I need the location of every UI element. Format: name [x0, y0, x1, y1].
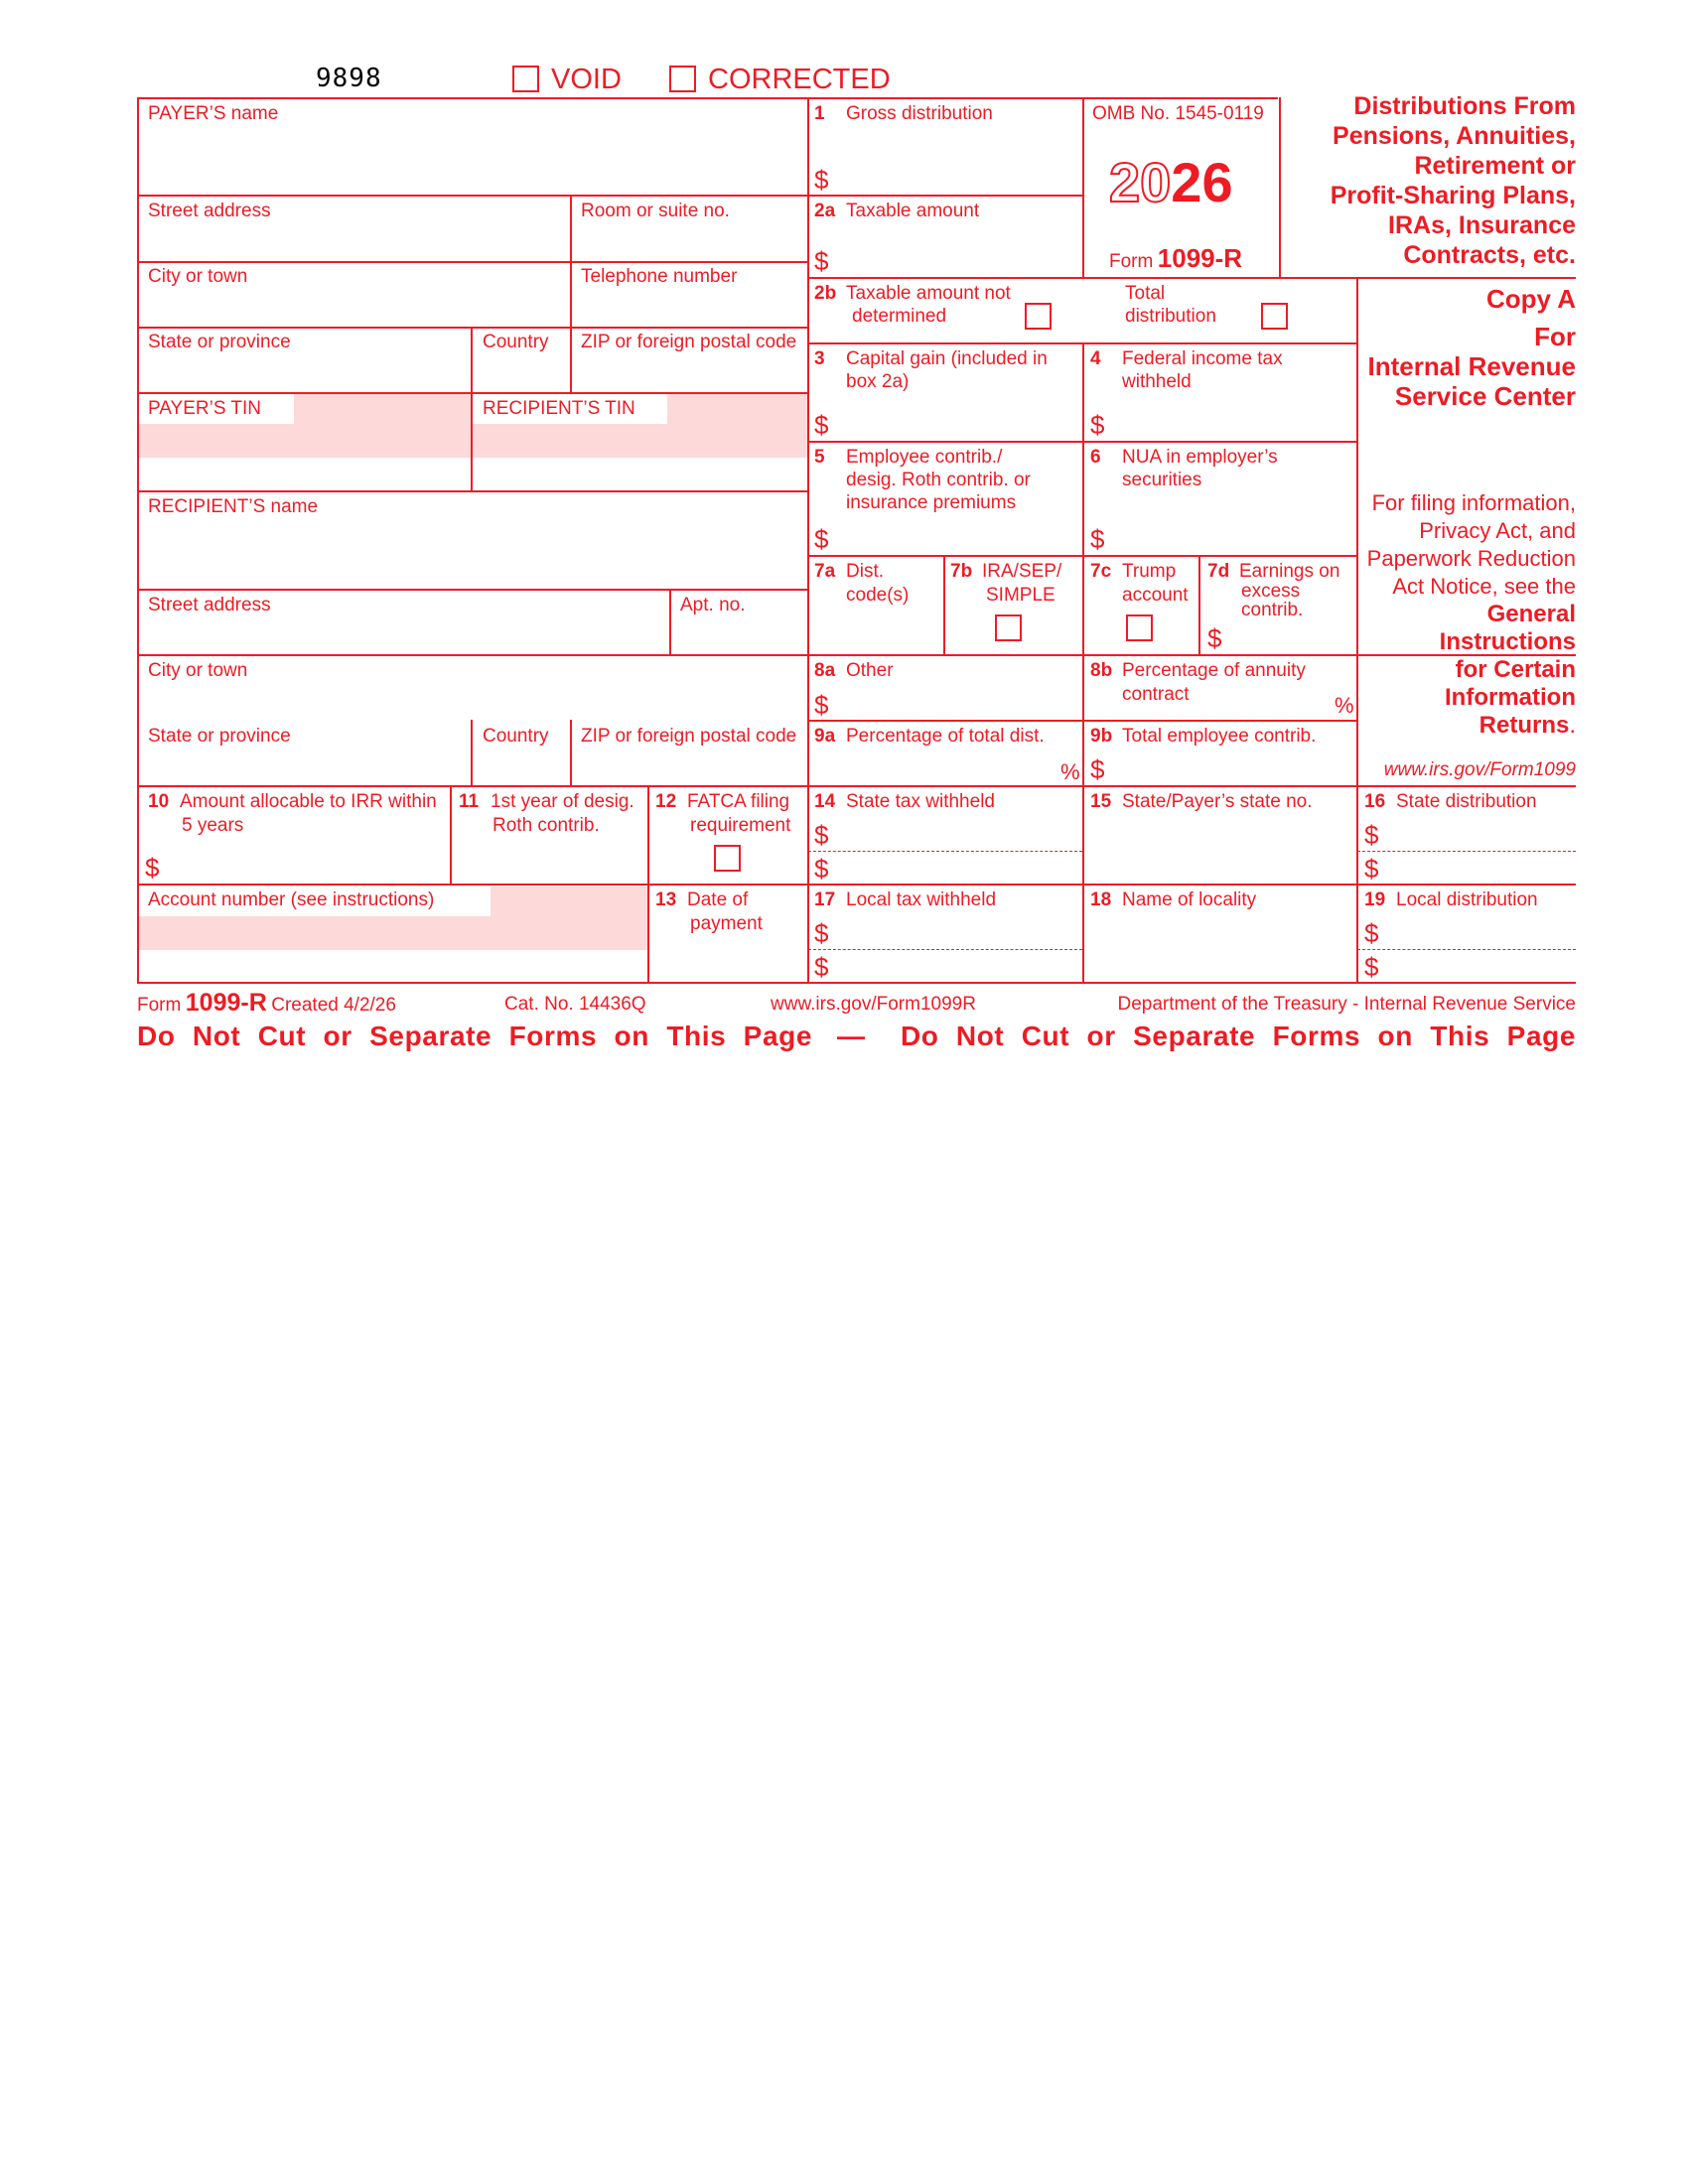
payer-state-label: State or province: [148, 332, 291, 352]
payer-phone-label: Telephone number: [581, 266, 738, 287]
box-17-dollar-1: $: [814, 918, 829, 948]
recipient-name-label: RECIPIENT’S name: [148, 496, 319, 517]
box-2b-label: 2b Taxable amount not: [814, 283, 1011, 304]
box-7d-label-2: excess: [1241, 581, 1301, 602]
box-9a-label: 9a Percentage of total dist.: [814, 726, 1045, 747]
box-2a-label: 2a Taxable amount: [814, 201, 980, 221]
form-name: Form 1099-R: [1109, 243, 1243, 273]
box-7d-dollar: $: [1207, 623, 1222, 653]
box-7c-label: 7c Trump: [1090, 561, 1177, 582]
form-title: Distributions From Pensions, Annuities, Retirement or Profit-Sharing Plans, IRAs, Insurance Contracts, etc.: [1330, 92, 1576, 269]
box-17-label: 17 Local tax withheld: [814, 889, 997, 910]
box-5-label: 5 Employee contrib./: [814, 447, 1003, 468]
footer-cat-no: Cat. No. 14436Q: [504, 994, 646, 1015]
recipient-country-label: Country: [483, 726, 549, 747]
do-not-cut-warning-left: Do Not Cut or Separate Forms on This Page: [137, 1021, 813, 1051]
payer-name-label: PAYER’S name: [148, 103, 279, 124]
void-checkbox[interactable]: [512, 66, 539, 92]
box-6-label-2: securities: [1122, 470, 1202, 490]
box-3-label-2: box 2a): [846, 371, 910, 392]
omb-number: OMB No. 1545-0119: [1092, 103, 1264, 124]
warning-dash: —: [837, 1021, 865, 1051]
box-3-dollar: $: [814, 410, 829, 440]
box-18-label: 18 Name of locality: [1090, 889, 1257, 910]
box-19-dollar-1: $: [1364, 918, 1379, 948]
footer-url[interactable]: www.irs.gov/Form1099R: [771, 994, 976, 1015]
box-9b-label: 9b Total employee contrib.: [1090, 726, 1317, 747]
recipient-zip-label: ZIP or foreign postal code: [581, 726, 797, 747]
recipient-state-label: State or province: [148, 726, 291, 747]
corrected-checkbox[interactable]: [669, 66, 696, 92]
box-3-label: 3 Capital gain (included in: [814, 348, 1048, 369]
payer-country-label: Country: [483, 332, 549, 352]
box-4-label-2: withheld: [1122, 371, 1192, 392]
recipient-apt-label: Apt. no.: [680, 595, 746, 615]
box-5-label-3: insurance premiums: [846, 492, 1017, 513]
filing-info: For filing information, Privacy Act, and Paperwork Reduction Act Notice, see the General Instructions for Certain Information Returns.: [1366, 490, 1576, 739]
box-7b-label-2: SIMPLE: [986, 585, 1055, 606]
box-7b-label: 7b IRA/SEP/: [950, 561, 1062, 582]
box-12-label: 12 FATCA filing: [655, 791, 790, 812]
box-7d-label: 7d Earnings on: [1207, 561, 1340, 582]
total-distribution-label: Total distribution: [1125, 283, 1216, 327]
box-1-label: 1 Gross distribution: [814, 103, 993, 124]
payer-tin-label: PAYER’S TIN: [148, 398, 262, 419]
box-15-label: 15 State/Payer’s state no.: [1090, 791, 1313, 812]
box-7a-label-2: code(s): [846, 585, 910, 606]
box-10-label-2: 5 years: [182, 815, 244, 836]
box-11-label-2: Roth contrib.: [492, 815, 600, 836]
payer-zip-label: ZIP or foreign postal code: [581, 332, 797, 352]
box-16-dollar-1: $: [1364, 820, 1379, 850]
box-12-checkbox[interactable]: [714, 845, 741, 872]
payer-city-label: City or town: [148, 266, 248, 287]
box-13-label: 13 Date of: [655, 889, 749, 910]
box-10-label: 10 Amount allocable to IRR within: [148, 791, 437, 812]
box-13-label-2: payment: [690, 913, 763, 934]
recipient-city-label: City or town: [148, 660, 248, 681]
box-8b-label: 8b Percentage of annuity: [1090, 660, 1306, 681]
box-10-dollar: $: [145, 853, 160, 883]
box-19-label: 19 Local distribution: [1364, 889, 1538, 910]
payer-street-label: Street address: [148, 201, 271, 221]
box-8a-dollar: $: [814, 690, 829, 720]
irs-url[interactable]: www.irs.gov/Form1099: [1383, 759, 1576, 780]
tax-year: 2026: [1109, 151, 1233, 213]
box-7a-label: 7a Dist.: [814, 561, 884, 582]
form-code: 9898: [316, 64, 382, 93]
payer-room-label: Room or suite no.: [581, 201, 730, 221]
box-2a-dollar: $: [814, 246, 829, 276]
box-7c-checkbox[interactable]: [1126, 614, 1153, 641]
box-2b-checkbox[interactable]: [1025, 303, 1052, 330]
box-4-dollar: $: [1090, 410, 1105, 440]
recipient-tin-label: RECIPIENT’S TIN: [483, 398, 635, 419]
copy-a: Copy A For Internal Revenue Service Center: [1367, 284, 1576, 411]
box-7c-label-2: account: [1122, 585, 1189, 606]
box-6-dollar: $: [1090, 524, 1105, 554]
box-9b-dollar: $: [1090, 754, 1105, 784]
box-2b-label-2: determined: [852, 306, 947, 327]
box-14-label: 14 State tax withheld: [814, 791, 995, 812]
box-4-label: 4 Federal income tax: [1090, 348, 1283, 369]
box-11-label: 11 1st year of desig.: [459, 791, 634, 812]
recipient-street-label: Street address: [148, 595, 271, 615]
box-8a-label: 8a Other: [814, 660, 894, 681]
box-6-label: 6 NUA in employer’s: [1090, 447, 1278, 468]
box-14-dollar-2: $: [814, 854, 829, 884]
box-8b-label-2: contract: [1122, 684, 1190, 705]
box-12-label-2: requirement: [690, 815, 791, 836]
footer-form-name: Form 1099-R Created 4/2/26: [137, 989, 396, 1017]
box-1-dollar: $: [814, 165, 829, 195]
box-17-dollar-2: $: [814, 952, 829, 982]
box-9a-percent: %: [1060, 759, 1080, 784]
box-16-label: 16 State distribution: [1364, 791, 1537, 812]
account-number-label: Account number (see instructions): [148, 889, 435, 910]
box-16-dollar-2: $: [1364, 854, 1379, 884]
footer-dept: Department of the Treasury - Internal Revenue Service: [1117, 994, 1576, 1015]
corrected-label: CORRECTED: [708, 64, 891, 95]
box-5-dollar: $: [814, 524, 829, 554]
box-19-dollar-2: $: [1364, 952, 1379, 982]
void-label: VOID: [551, 64, 622, 95]
box-7d-label-3: contrib.: [1241, 600, 1304, 620]
do-not-cut-warning-right: Do Not Cut or Separate Forms on This Page: [900, 1021, 1576, 1051]
box-5-label-2: desig. Roth contrib. or: [846, 470, 1031, 490]
total-distribution-checkbox[interactable]: [1261, 303, 1288, 330]
box-8b-percent: %: [1335, 693, 1354, 718]
box-7b-checkbox[interactable]: [995, 614, 1022, 641]
box-14-dollar-1: $: [814, 820, 829, 850]
